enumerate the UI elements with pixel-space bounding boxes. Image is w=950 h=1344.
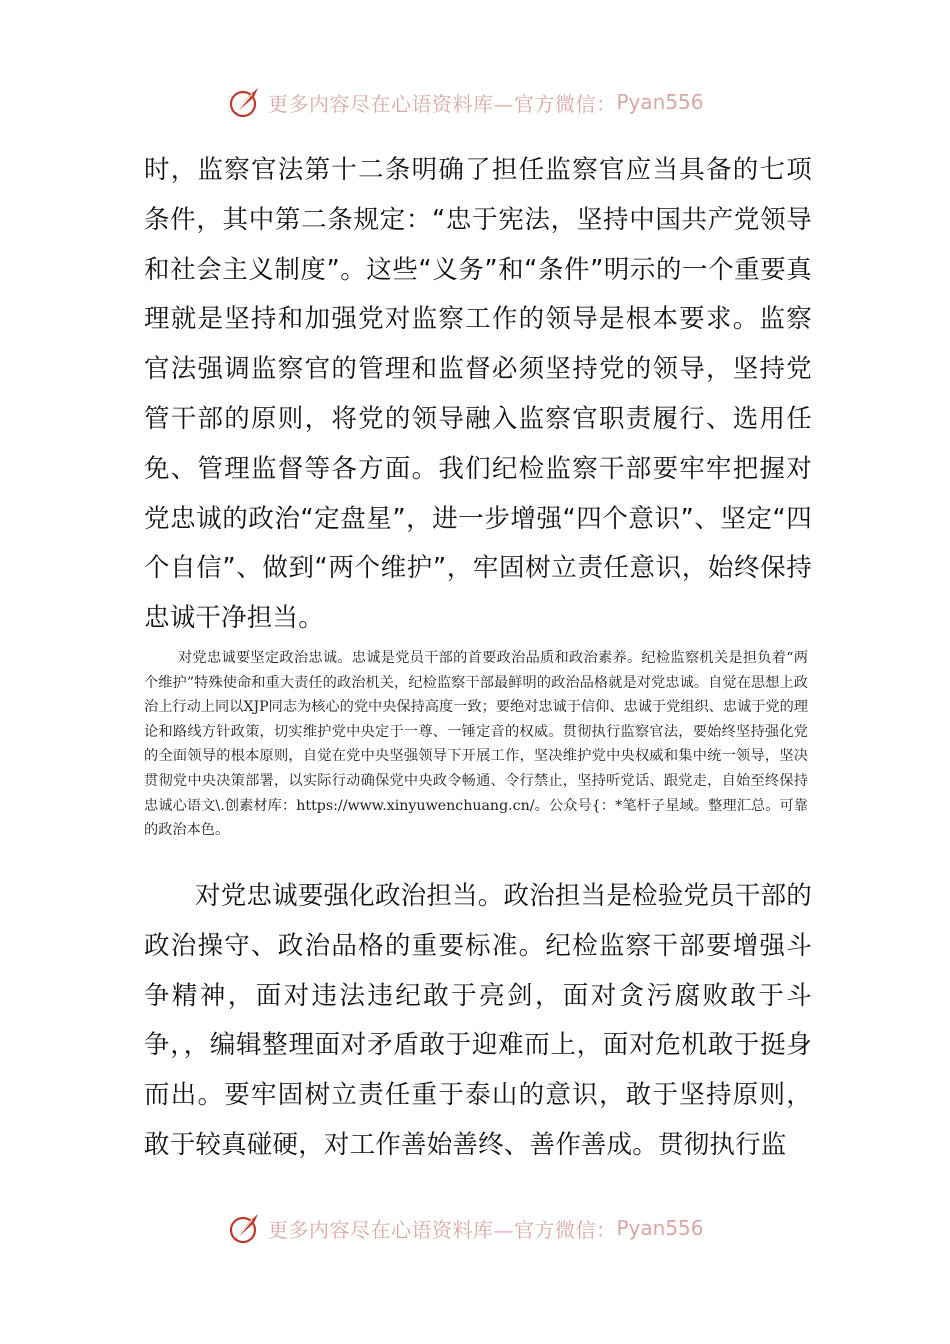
paragraph-1: 时，监察官法第十二条明确了担任监察官应当具备的七项条件，其中第二条规定：“忠于宪法，坚持中国共产党领导和社会主义制度”。这些“义务”和“条件”明示的一个重要真理就是坚持和加强党对监察工作的领导是根本要求。监察官法强调监察官的管理和监督必须坚持党的领导，坚持党管干部的原则，将党的领导融入监察官职责履行、选用任免、管理监督等各方面。我们纪检监察干部要牢牢把握对党忠诚的政治“定盘星”，进一步增强“四个意识”、坚定“四个自信”、做到“两个维护”，牢固树立责任意识，始终保持忠诚干净担当。	[144, 155, 812, 634]
header-banner-wechat-id: Pyan556	[616, 90, 704, 114]
quill-logo-icon	[228, 85, 262, 119]
footer-banner-text: 更多内容尽在心语资料库—官方微信：	[268, 1217, 617, 1242]
header-banner	[228, 84, 748, 120]
footer-banner-wechat-id: Pyan556	[616, 1216, 704, 1240]
paragraph-2: 对党忠诚要坚定政治忠诚。忠诚是党员干部的首要政治品质和政治素养。纪检监察机关是担负着“两个维护”特殊使命和重大责任的政治机关，纪检监察干部最鲜明的政治品格就是对党忠诚。自觉在思想上政治上行动上同以XJP同志为核心的党中央保持高度一致；要绝对忠诚于信仰、忠诚于党组织、忠诚于党的理论和路线方针政策，切实维护党中央定于一尊、一锤定音的权威。贯彻执行监察官法，要始终坚持强化党的全面领导的根本原则，自觉在党中央坚强领导下开展工作，坚决维护党中央权威和集中统一领导，坚决贯彻党中央决策部署，以实际行动确保党中央政令畅通、令行禁止，坚持听党话、跟党走，自始至终保持忠诚心语文\.创素材库：https://www.xinyuwenchuang.cn/。公众号{：*笔杆子星域。整理汇总。可靠的政治本色。	[144, 650, 808, 839]
paragraph-3: 对党忠诚要强化政治担当。政治担当是检验党员干部的政治操守、政治品格的重要标准。纪检监察干部要增强斗争精神，面对违法违纪敢于亮剑，面对贪污腐败敢于斗争，，编辑整理面对矛盾敢于迎难而上，面对危机敢于挺身而出。要牢固树立责任重于泰山的意识，敢于坚持原则，敢于较真碰硬，对工作善始善终、善作善成。贯彻执行监	[144, 881, 812, 1160]
quill-logo-icon	[228, 1211, 262, 1245]
footer-banner	[228, 1210, 748, 1246]
header-banner-text: 更多内容尽在心语资料库—官方微信：	[268, 91, 617, 116]
